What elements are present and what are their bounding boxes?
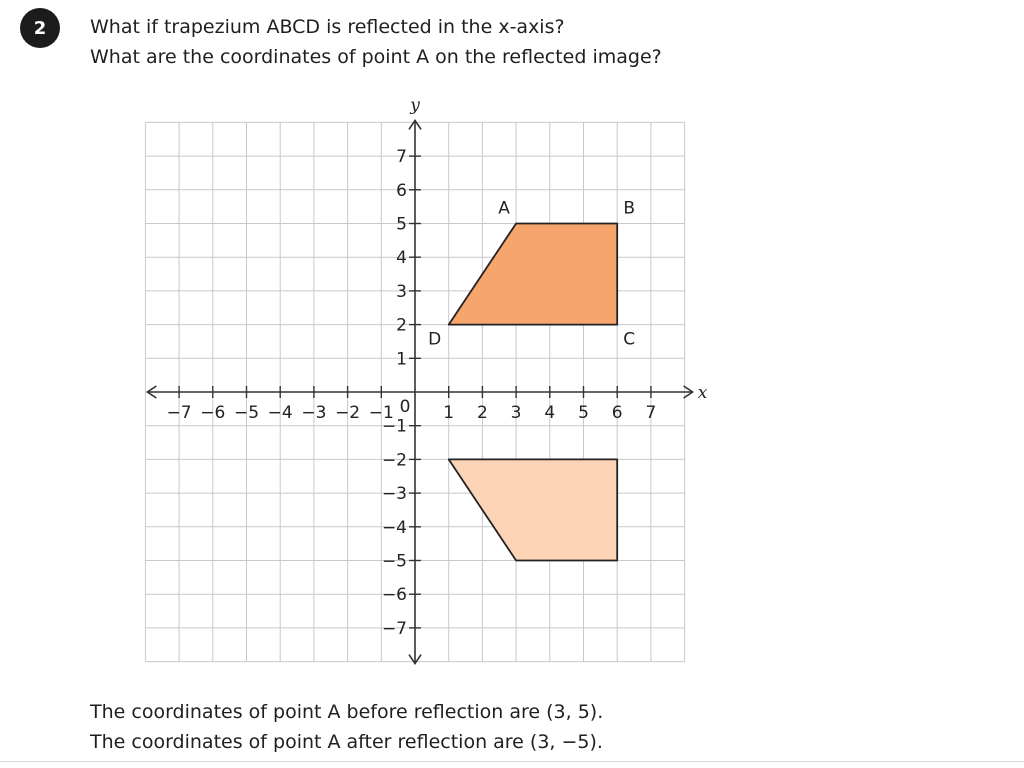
y-tick-label: −1	[381, 416, 407, 437]
x-tick-label: 5	[578, 403, 589, 423]
x-tick-label: −7	[166, 403, 192, 423]
y-axis-title: y	[410, 95, 420, 116]
y-tick-label: −7	[381, 618, 407, 639]
y-tick-label: 2	[396, 315, 407, 336]
x-tick-label: −2	[335, 403, 361, 423]
question-line-2: What are the coordinates of point A on the reflected image?	[90, 46, 662, 68]
shape-reflected-image	[449, 459, 618, 560]
question-line-1: What if trapezium ABCD is reflected in the x-axis?	[90, 16, 565, 38]
y-tick-label: 7	[396, 147, 407, 168]
origin-label: 0	[399, 397, 411, 417]
x-tick-label: 2	[476, 403, 488, 423]
x-tick-label: 4	[544, 403, 556, 423]
x-axis-title: x	[697, 383, 708, 403]
answer-line-2: The coordinates of point A after reflection are (3, −5).	[90, 731, 603, 753]
question-number-badge: 2	[20, 8, 60, 48]
x-tick-label: 3	[510, 403, 522, 423]
vertex-label-A: A	[498, 198, 510, 219]
vertex-label-D: D	[428, 329, 442, 350]
y-tick-label: 1	[396, 349, 407, 370]
x-tick-label: −1	[368, 403, 394, 423]
y-tick-label: −5	[381, 551, 407, 572]
y-tick-label: −3	[381, 484, 407, 505]
y-tick-label: 6	[396, 180, 407, 201]
y-tick-label: −2	[381, 450, 407, 471]
vertex-label-B: B	[623, 198, 636, 219]
bottom-divider	[0, 761, 1024, 762]
y-tick-label: 5	[396, 214, 407, 235]
y-tick-label: −6	[381, 585, 407, 606]
x-tick-label: 1	[443, 403, 455, 423]
x-tick-label: −3	[301, 403, 327, 423]
y-tick-label: 3	[396, 281, 407, 302]
x-tick-label: −4	[267, 403, 293, 423]
shape-ABCD	[449, 224, 618, 325]
y-tick-label: −4	[381, 517, 407, 538]
x-tick-label: 7	[645, 403, 657, 423]
x-tick-label: 6	[611, 403, 623, 423]
x-tick-label: −6	[200, 403, 226, 423]
answer-text	[90, 697, 603, 757]
y-tick-label: 4	[396, 248, 407, 269]
answer-line-1: The coordinates of point A before reflection are (3, 5).	[90, 701, 604, 723]
x-tick-label: −5	[233, 403, 260, 423]
vertex-label-C: C	[623, 329, 636, 350]
